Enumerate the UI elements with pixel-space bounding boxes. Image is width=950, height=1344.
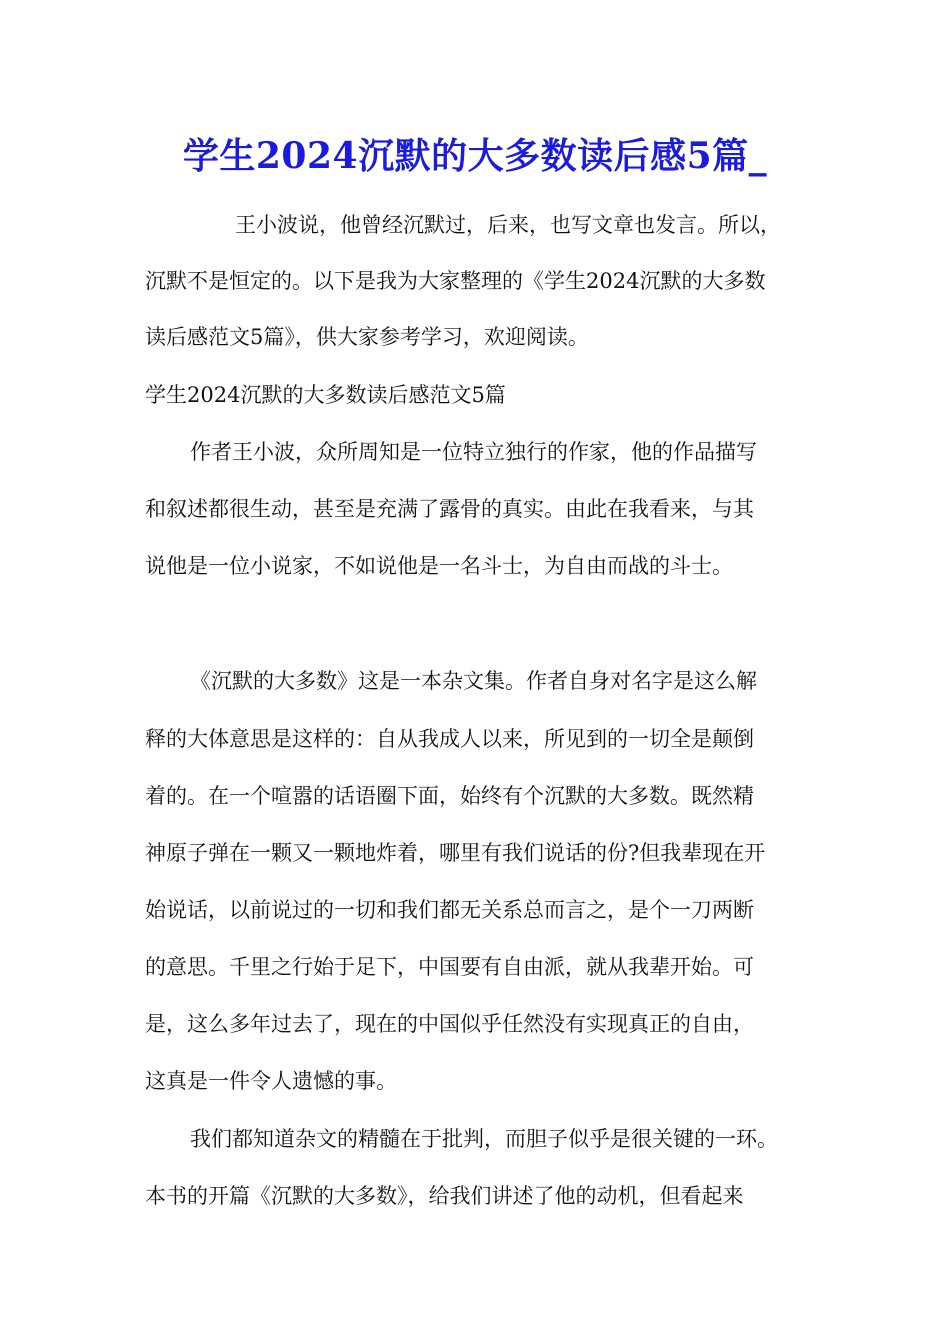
paragraph-2-line-7: 是，这么多年过去了，现在的中国似乎任然没有实现真正的自由， [145,1012,754,1036]
paragraph-3-line-2: 本书的开篇《沉默的大多数》，给我们讲述了他的动机，但看起来 [145,1184,744,1208]
intro-line-2: 沉默不是恒定的。以下是我为大家整理的《学生2024沉默的大多数 [145,269,766,293]
paragraph-2-line-3: 着的。在一个喧嚣的话语圈下面，始终有个沉默的大多数。既然精 [145,784,754,808]
section-heading: 学生2024沉默的大多数读后感范文5篇 [145,383,506,407]
paragraph-1-line-1: 作者王小波，众所周知是一位特立独行的作家，他的作品描写 [190,440,757,464]
paragraph-1-line-2: 和叙述都很生动，甚至是充满了露骨的真实。由此在我看来，与其 [145,497,754,521]
paragraph-2-line-1: 《沉默的大多数》这是一本杂文集。作者自身对名字是这么解 [190,669,757,693]
intro-line-1: 王小波说，他曾经沉默过，后来，也写文章也发言。所以， [235,213,781,237]
paragraph-2-line-5: 始说话，以前说过的一切和我们都无关系总而言之，是个一刀两断 [145,898,754,922]
paragraph-2-line-6: 的意思。千里之行始于足下，中国要有自由派，就从我辈开始。可 [145,955,754,979]
paragraph-3-line-1: 我们都知道杂文的精髓在于批判，而胆子似乎是很关键的一环。 [190,1127,778,1151]
paragraph-2-line-4: 神原子弹在一颗又一颗地炸着，哪里有我们说话的份?但我辈现在开 [145,841,766,865]
paragraph-2-line-8: 这真是一件令人遗憾的事。 [145,1069,397,1093]
document-title: 学生2024沉默的大多数读后感5篇_ [182,135,768,177]
intro-line-3: 读后感范文5篇》，供大家参考学习，欢迎阅读。 [145,325,589,349]
paragraph-1-line-3: 说他是一位小说家，不如说他是一名斗士，为自由而战的斗士。 [145,554,733,578]
paragraph-2-line-2: 释的大体意思是这样的：自从我成人以来，所见到的一切全是颠倒 [145,727,754,751]
